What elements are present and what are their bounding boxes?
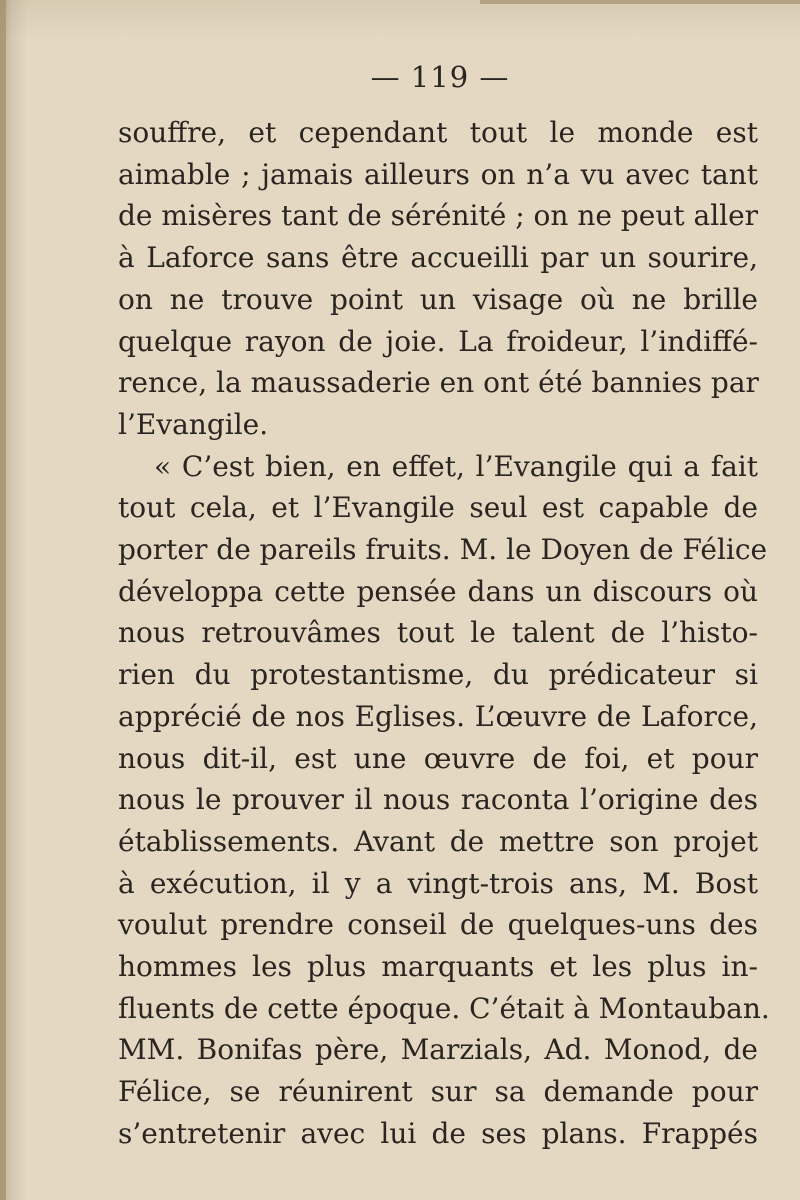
text-line: aimable ; jamais ailleurs on n’a vu avec tant [118, 157, 758, 191]
text-line: « C’est bien, en effet, l’Evangile qui a fait [154, 449, 758, 483]
text-line: à Laforce sans être accueilli par un sourire, [118, 241, 758, 275]
text-line: rence, la maussaderie en ont été bannies par [118, 366, 759, 400]
page-top-edge [480, 0, 800, 4]
text-line: rien du protestantisme, du prédicateur si [118, 658, 758, 692]
text-line: souffre, et cependant tout le monde est [118, 116, 758, 149]
text-line: tout cela, et l’Evangile seul est capable de [118, 491, 758, 525]
text-line: nous dit-il, est une œuvre de foi, et pour [118, 741, 758, 775]
body-text [118, 112, 770, 1155]
text-line: quelque rayon de joie. La froideur, l’indiffé- [118, 324, 758, 358]
text-line: hommes les plus marquants et les plus in- [118, 950, 758, 984]
text-line: voulut prendre conseil de quelques-uns des [118, 908, 758, 942]
text-line: à exécution, il y a vingt-trois ans, M. Bost [118, 866, 758, 900]
text-line: développa cette pensée dans un discours où [118, 574, 758, 608]
text-line: MM. Bonifas père, Marzials, Ad. Monod, de [118, 1033, 758, 1067]
text-line: porter de pareils fruits. M. le Doyen de Félice [118, 533, 768, 567]
text-line: on ne trouve point un visage où ne brille [118, 282, 758, 316]
text-line: Félice, se réunirent sur sa demande pour [118, 1075, 758, 1109]
text-line: nous retrouvâmes tout le talent de l’histo- [118, 616, 758, 650]
text-line: l’Evangile. [118, 407, 269, 441]
text-line: s’entretenir avec lui de ses plans. Frappés [118, 1116, 758, 1150]
page-number: — 119 — [370, 60, 510, 94]
page-binding-shadow [0, 0, 6, 1200]
text-line: de misères tant de sérénité ; on ne peut aller [118, 199, 759, 233]
text-line: nous le prouver il nous raconta l’origine des [118, 783, 758, 817]
text-line: établissements. Avant de mettre son projet [118, 824, 758, 858]
text-line: fluents de cette époque. C’était à Montauban. [118, 991, 770, 1025]
text-line: apprécié de nos Eglises. L’œuvre de Laforce, [118, 699, 758, 733]
